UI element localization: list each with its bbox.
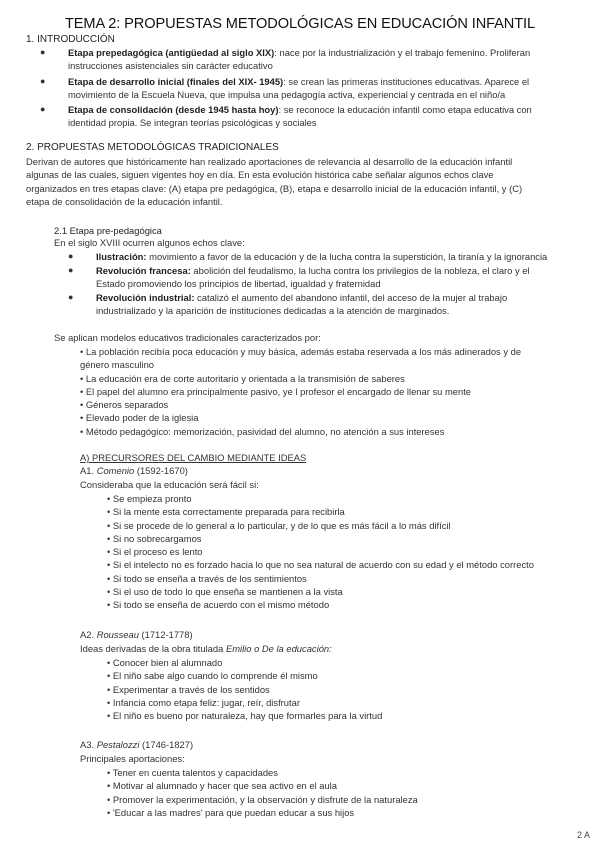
pestalozzi-dates: (1746-1827) bbox=[139, 739, 194, 750]
key-event-3 bbox=[68, 291, 508, 318]
list-item: • El niño es bueno por naturaleza, hay que formarles para la virtud bbox=[107, 710, 383, 722]
comenio-dates: (1592-1670) bbox=[134, 465, 188, 476]
list-item: • 'Educar a las madres' para que puedan educar a sus hijos bbox=[107, 806, 355, 818]
key-event-1-bold: Ilustración: bbox=[96, 251, 147, 262]
section-2-paragraph bbox=[26, 155, 522, 208]
intro-item-1 bbox=[40, 46, 531, 73]
key-event-1 bbox=[68, 250, 548, 263]
list-item: • Experimentar a través de los sentidos bbox=[107, 683, 270, 695]
section-2-heading: 2. PROPUESTAS METODOLÓGICAS TRADICIONALES bbox=[26, 142, 279, 153]
rousseau-label: A2. bbox=[80, 629, 97, 640]
list-item: • Si la mente esta correctamente preparada para recibirla bbox=[107, 506, 345, 518]
pestalozzi-list bbox=[107, 766, 418, 819]
rousseau-list bbox=[107, 656, 382, 722]
page-number: 2 A bbox=[576, 830, 590, 840]
key-event-3-bold: Revolución industrial: bbox=[96, 292, 195, 303]
intro-item-1-line2: instrucciones asistenciales sin carácter educativo bbox=[68, 60, 273, 72]
list-item: • Si el intelecto no es forzado hacia lo que no sea natural de acuerdo con su edad y el método correcto bbox=[107, 559, 534, 571]
list-item: • El papel del alumno era principalmente pasivo, ye l profesor el encargado de llenar su mente bbox=[80, 385, 472, 397]
intro-item-3 bbox=[40, 103, 532, 130]
list-item: • Si se procede de lo general a lo particular, y de lo que es más fácil a lo más difícil bbox=[107, 519, 451, 531]
key-event-2-bold: Revolución francesa: bbox=[96, 265, 191, 276]
key-event-2-line2: Estado promoviendo los principios de libertad, igualdad y fraternidad bbox=[96, 278, 381, 290]
intro-item-3-line2: identidad propia. Se integran teorías psicológicas y sociales bbox=[68, 117, 317, 129]
comenio-list bbox=[107, 492, 534, 612]
list-item: • Si no sobrecargamos bbox=[107, 532, 202, 544]
pestalozzi-intro: Principales aportaciones: bbox=[80, 753, 185, 764]
models-list bbox=[80, 345, 521, 438]
list-item: • Si todo se enseña de acuerdo con el mismo método bbox=[107, 599, 330, 611]
rousseau-book-title: Emilio o De la educación: bbox=[225, 643, 332, 654]
list-item: • Infancia como etapa feliz: jugar, reír, disfrutar bbox=[107, 696, 300, 708]
bullet-icon: ● bbox=[68, 292, 74, 302]
rousseau-intro-text: Ideas derivadas de la obra titulada bbox=[80, 643, 226, 654]
list-item: • La población recibía poca educación y muy básica, además estaba reservada a los más adinerados y de bbox=[80, 346, 522, 357]
paragraph-line: organizados en tres etapas clave: (A) etapa pre pedagógica, (B), etapa e desarrollo inicial de la educación infantil, y (C) bbox=[26, 182, 523, 194]
intro-item-2-line2: movimiento de la Escuela Nueva, que impulsa una pedagogía activa, experiencial y centrada en el niño/a bbox=[68, 89, 506, 101]
key-event-2-text: abolición del feudalismo, la lucha contra los privilegios de la nobleza, el claro y el bbox=[190, 265, 530, 276]
list-item: • La educación era de corte autoritario y orientada a la transmisión de saberes bbox=[80, 372, 405, 384]
comenio-heading bbox=[80, 464, 188, 477]
key-event-2 bbox=[68, 264, 530, 291]
section-1-heading: 1. INTRODUCCIÓN bbox=[26, 34, 115, 45]
bullet-icon: ● bbox=[40, 47, 46, 57]
rousseau-heading bbox=[80, 628, 193, 641]
bullet-icon: ● bbox=[68, 251, 74, 261]
models-intro: Se aplican modelos educativos tradicionales caracterizados por: bbox=[54, 332, 321, 343]
rousseau-dates: (1712-1778) bbox=[138, 629, 193, 640]
pestalozzi-label: A3. bbox=[80, 739, 97, 750]
list-item: género masculino bbox=[80, 359, 155, 371]
paragraph-line: Derivan de autores que históricamente han realizado aportaciones de relevancia al desarrollo de la educación infantil bbox=[26, 156, 513, 167]
key-event-1-text: movimiento a favor de la educación y de la lucha contra la superstición, la tiranía y la ignorancia bbox=[146, 251, 548, 262]
intro-item-1-text: : nace por la industrialización y el trabajo femenino. Proliferan bbox=[274, 47, 531, 58]
paragraph-line: etapa de consolidación de la educación infantil. bbox=[26, 195, 223, 207]
comenio-name: Comenio bbox=[96, 465, 135, 476]
list-item: • Promover la experimentación, y la observación y disfrute de la naturaleza bbox=[107, 793, 418, 805]
list-item: • Si el uso de todo lo que enseña se mantienen a la vista bbox=[107, 586, 343, 598]
list-item: • Se empieza pronto bbox=[107, 493, 192, 504]
key-event-3-line2: industrializado y la aparición de instituciones dedicadas a la atención de marginados. bbox=[96, 305, 450, 317]
bullet-icon: ● bbox=[68, 265, 74, 275]
list-item: • Si todo se enseña a través de los sentimientos bbox=[107, 572, 307, 584]
page-title: TEMA 2: PROPUESTAS METODOLÓGICAS EN EDUCACIÓN INFANTIL bbox=[64, 16, 536, 32]
list-item: • Tener en cuenta talentos y capacidades bbox=[107, 767, 278, 778]
comenio-intro: Consideraba que la educación será fácil si: bbox=[80, 479, 259, 490]
rousseau-intro bbox=[80, 642, 332, 655]
intro-item-3-text: : se reconoce la educación infantil como etapa educativa con bbox=[278, 104, 532, 115]
intro-item-2-text: : se crean las primeras instituciones educativas. Aparece el bbox=[283, 76, 530, 87]
bullet-icon: ● bbox=[40, 104, 46, 114]
bullet-icon: ● bbox=[40, 76, 46, 86]
list-item: • Motivar al alumnado y hacer que sea activo en el aula bbox=[107, 780, 337, 792]
section-2-1-intro: En el siglo XVIII ocurren algunos echos clave: bbox=[54, 237, 245, 248]
list-item: • Géneros separados bbox=[80, 399, 169, 411]
pestalozzi-name: Pestalozzi bbox=[96, 739, 140, 750]
list-item: • Si el proceso es lento bbox=[107, 546, 203, 558]
list-item: • Método pedagógico: memorización, pasividad del alumno, no atención a sus intereses bbox=[80, 425, 445, 437]
key-event-3-text: catalizó el aumento del abandono infantil, del acceso de la mujer al trabajo bbox=[194, 292, 508, 303]
intro-item-2-bold: Etapa de desarrollo inicial (finales del XIX- 1945) bbox=[68, 76, 284, 87]
list-item: • Conocer bien al alumnado bbox=[107, 657, 223, 668]
comenio-label: A1. bbox=[80, 465, 97, 476]
intro-item-1-bold: Etapa prepedagógica (antigüedad al siglo XIX) bbox=[68, 47, 275, 58]
section-2-1-heading: 2.1 Etapa pre-pedagógica bbox=[54, 225, 162, 236]
list-item: • Elevado poder de la iglesia bbox=[80, 412, 199, 424]
intro-item-2 bbox=[40, 75, 530, 102]
paragraph-line: algunas de las cuales, siguen vigentes hoy en día. En esta evolución histórica cabe señalar algunos echos clave bbox=[26, 169, 494, 181]
rousseau-name: Rousseau bbox=[96, 629, 139, 640]
pestalozzi-heading bbox=[80, 738, 193, 751]
precursores-heading: A) PRECURSORES DEL CAMBIO MEDIANTE IDEAS bbox=[80, 452, 307, 463]
list-item: • El niño sabe algo cuando lo comprende él mismo bbox=[107, 670, 318, 682]
intro-item-3-bold: Etapa de consolidación (desde 1945 hasta hoy) bbox=[68, 104, 279, 115]
